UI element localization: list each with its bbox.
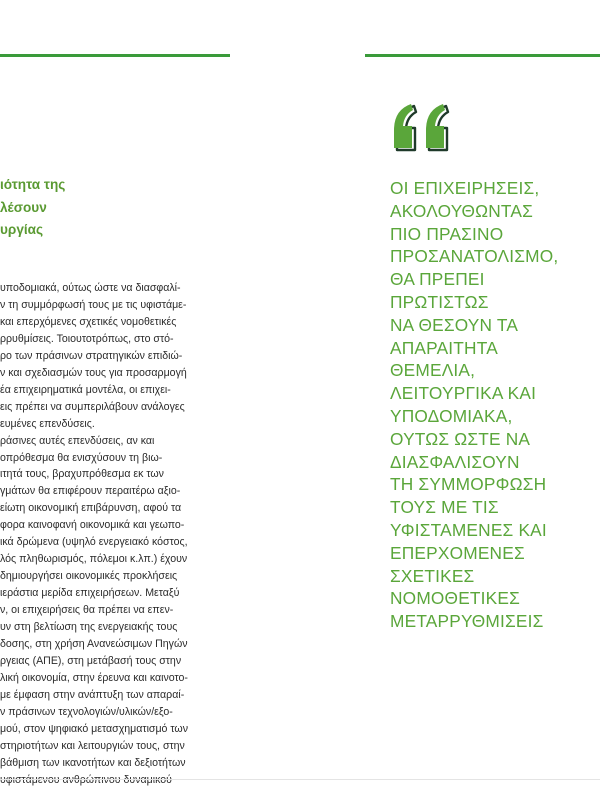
body-line: έα επιχειρηματικά μοντέλα, οι επιχει- xyxy=(0,383,171,396)
body-line: εις πρέπει να συμπεριλάβουν ανάλογες xyxy=(0,400,185,413)
body-line: μού, στον ψηφιακό μετασχηματισμό των xyxy=(0,722,188,735)
quote-line: ΟΥΤΩΣ ΩΣΤΕ ΝΑ xyxy=(390,428,531,449)
quote-line: ΠΡΩΤΙΣΤΩΣ xyxy=(390,291,489,312)
top-rule-right xyxy=(365,54,600,57)
body-line: δημιουργήσει οικονομικές προκλήσεις xyxy=(0,570,178,583)
quote-line: ΕΠΕΡΧΟΜΕΝΕΣ xyxy=(390,542,525,563)
quote-line: ΤΗ ΣΥΜΜΟΡΦΩΣΗ xyxy=(390,474,547,495)
body-line: υν στη βελτίωση της ενεργειακής τους xyxy=(0,621,178,634)
body-line: δοσης, στη χρήση Ανανεώσιμων Πηγών xyxy=(0,638,188,651)
body-line: βάθμιση των ικανοτήτων και δεξιοτήτων xyxy=(0,756,186,769)
body-line: λός πληθωρισμός, πόλεμοι κ.λπ.) έχουν xyxy=(0,553,188,566)
quote-line: ΝΟΜΟΘΕΤΙΚΕΣ xyxy=(390,588,521,609)
subtitle-line: ιότητα της xyxy=(0,177,66,192)
body-line: ν, οι επιχειρήσεις θα πρέπει να επεν- xyxy=(0,604,174,617)
body-line: υποδομιακά, ούτως ώστε να διασφαλί- xyxy=(0,282,181,294)
body-line: ν και σχεδιασμών τους για προσαρμογή xyxy=(0,366,187,379)
body-line: ευμένες επενδύσεις. xyxy=(0,417,95,430)
pull-quote xyxy=(390,177,595,633)
body-line: ν τη συμμόρφωσή τους με τις υφιστάμε- xyxy=(0,298,187,311)
section-subtitle xyxy=(0,174,230,242)
body-line: ργειας (ΑΠΕ), στη μετάβασή τους στην xyxy=(0,654,182,667)
body-line: ρρυθμίσεις. Τοιουτοτρόπως, στο στό- xyxy=(0,332,174,345)
page-bottom-divider xyxy=(0,779,600,780)
body-line: λική οικονομία, στην έρευνα και καινοτο- xyxy=(0,671,188,684)
quote-line: ΛΕΙΤΟΥΡΓΙΚΑ ΚΑΙ xyxy=(390,383,537,404)
subtitle-line: υργίας xyxy=(0,222,44,237)
quote-line: ΘΑ ΠΡΕΠΕΙ xyxy=(390,269,485,290)
quote-line: ΤΟΥΣ ΜΕ ΤΙΣ xyxy=(390,497,499,518)
subtitle-line: λέσουν xyxy=(0,199,47,215)
body-line: ιτητά τους, βραχυπρόθεσμα εκ των xyxy=(0,468,164,481)
quote-line: ΥΦΙΣΤΑΜΕΝΕΣ ΚΑΙ xyxy=(390,519,547,540)
quote-line: ΟΙ ΕΠΙΧΕΙΡΗΣΕΙΣ, xyxy=(390,178,540,198)
body-line: με έμφαση στην ανάπτυξη των απαραί- xyxy=(0,688,185,701)
body-line: οπρόθεσμα θα ενισχύσουν τη βιω- xyxy=(0,451,163,464)
body-line: ρο των πράσινων στρατηγικών επιδιώ- xyxy=(0,349,183,362)
body-line xyxy=(0,772,235,789)
quote-line: ΠΡΟΣΑΝΑΤΟΛΙΣΜΟ, xyxy=(390,246,559,267)
quote-line: ΑΚΟΛΟΥΘΩΝΤΑΣ xyxy=(390,200,533,221)
quote-line: ΣΧΕΤΙΚΕΣ xyxy=(390,565,475,586)
quote-line: ΥΠΟΔΟΜΙΑΚΑ, xyxy=(390,405,513,426)
body-line: ν πράσινων τεχνολογιών/υλικών/εξο- xyxy=(0,705,173,718)
top-rule-left xyxy=(0,54,230,57)
quote-line: ΔΙΑΣΦΑΛΙΣΟΥΝ xyxy=(390,451,520,472)
quote-line: ΝΑ ΘΕΣΟΥΝ ΤΑ xyxy=(390,314,519,335)
double-quote-icon xyxy=(390,102,452,159)
quote-line: ΑΠΑΡΑΙΤΗΤΑ xyxy=(390,337,498,358)
body-line: ικά δρώμενα (υψηλό ενεργειακό κόστος, xyxy=(0,536,188,549)
quote-line: ΠΙΟ ΠΡΑΣΙΝΟ xyxy=(390,223,504,244)
quote-line: ΘΕΜΕΛΙΑ, xyxy=(390,360,476,381)
body-line: φορα καινοφανή οικονομικά και γεωπο- xyxy=(0,519,185,532)
quote-line: ΜΕΤΑΡΡΥΘΜΙΣΕΙΣ xyxy=(390,611,544,632)
body-line: ράσινες αυτές επενδύσεις, αν και xyxy=(0,434,155,447)
body-line: στηριοτήτων και λειτουργιών τους, στην xyxy=(0,739,185,752)
body-line: και επερχόμενες σχετικές νομοθετικές xyxy=(0,315,177,328)
body-line: γμάτων θα επιφέρουν περαιτέρω αξιο- xyxy=(0,485,181,498)
body-text xyxy=(0,280,235,789)
body-line: είωτη οικονομική επιβάρυνση, αφού τα xyxy=(0,502,182,515)
body-line: ιεράστια μερίδα επιχειρήσεων. Μεταξύ xyxy=(0,587,180,600)
